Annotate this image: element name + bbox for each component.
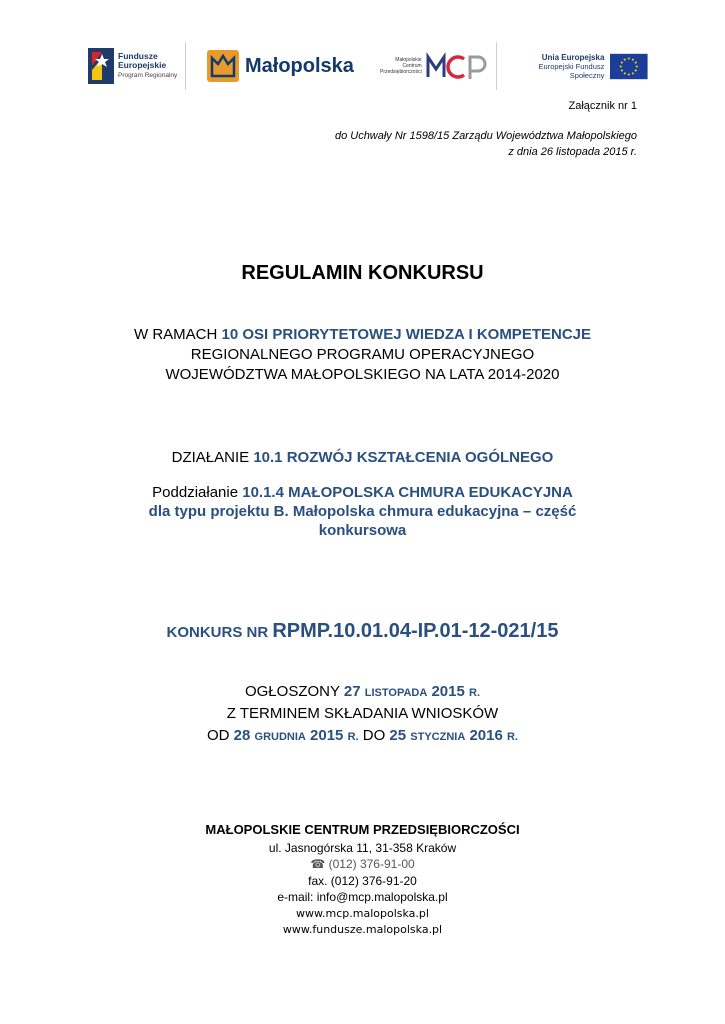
fe-star-icon [88, 48, 114, 84]
program-axis: 10 OSI PRIORYTETOWEJ WIEDZA I KOMPETENCJE [221, 326, 591, 343]
org-name: MAŁOPOLSKIE CENTRUM PRZEDSIĘBIORCZOŚCI [205, 822, 520, 837]
from-month: GRUDNIA [254, 731, 306, 743]
mcp-line1: Małopolskie [395, 57, 422, 63]
mcp-logo [380, 40, 488, 92]
page-title: REGULAMIN KONKURSU [241, 262, 484, 284]
contest-number-line [0, 620, 725, 643]
ue-line1: Unia Europejska [541, 52, 605, 62]
contest-prefix: KONKURS NR [166, 624, 273, 641]
org-website-fundusze[interactable]: www.fundusze.malopolska.pl [282, 923, 443, 936]
eu-flag-icon [610, 53, 648, 80]
org-phone: (012) 376-91-00 [328, 857, 415, 871]
malopolska-crest-icon [207, 50, 239, 82]
from-day: 28 [233, 727, 251, 744]
resolution-reference: do Uchwały Nr 1598/15 Zarządu Województwa Małopolskiego [334, 130, 637, 142]
to-label: DO [358, 727, 390, 744]
deadline-dates [0, 727, 725, 744]
mcp-line3: Przedsiębiorczości [380, 69, 422, 75]
unia-europejska-logo [508, 40, 648, 92]
malopolska-logo [207, 40, 354, 92]
subaction-name: 10.1.4 MAŁOPOLSKA CHMURA EDUKACYJNA [242, 484, 573, 501]
to-r: R. [507, 731, 518, 743]
resolution-date: z dnia 26 listopada 2015 r. [508, 146, 637, 158]
phone-icon: ☎ [310, 857, 326, 871]
announced-day: 27 [343, 683, 361, 700]
announced-r: R. [469, 687, 481, 699]
fundusze-europejskie-logo [88, 40, 177, 92]
subaction-line3: konkursowa [318, 522, 407, 539]
logo-divider [496, 42, 497, 90]
deadline-label: Z TERMINEM SKŁADANIA WNIOSKÓW [226, 705, 499, 722]
attachment-number: Załącznik nr 1 [568, 100, 637, 112]
from-year: 2015 [310, 727, 344, 744]
logo-divider [185, 42, 186, 90]
program-line1 [0, 326, 725, 343]
org-phone-line [0, 856, 725, 872]
announced-line [0, 683, 725, 700]
program-line2: REGIONALNEGO PROGRAMU OPERACYJNEGO [190, 346, 535, 363]
fe-line3: Program Regionalny [118, 71, 178, 79]
announced-label: OGŁOSZONY [244, 683, 344, 700]
announced-month: LISTOPADA [364, 687, 428, 699]
subaction-line1 [0, 484, 725, 501]
to-year: 2016 [469, 727, 503, 744]
fe-line2: Europejskie [118, 60, 167, 71]
org-address: ul. Jasnogórska 11, 31-358 Kraków [268, 841, 457, 855]
from-label: OD [206, 727, 234, 744]
org-email[interactable]: e-mail: info@mcp.malopolska.pl [277, 890, 448, 904]
contest-number: RPMP.10.01.04-IP.01-12-021/15 [272, 620, 559, 642]
subaction-prefix: Poddziałanie [152, 484, 243, 501]
logos-bar [88, 40, 648, 92]
malopolska-wordmark: Małopolska [245, 54, 354, 77]
program-line3: WOJEWÓDZTWA MAŁOPOLSKIEGO NA LATA 2014-2020 [165, 366, 560, 383]
to-day: 25 [389, 727, 407, 744]
org-fax: fax. (012) 376-91-20 [308, 874, 417, 888]
action-name: 10.1 ROZWÓJ KSZTAŁCENIA OGÓLNEGO [253, 449, 554, 466]
action-prefix: DZIAŁANIE [171, 449, 254, 466]
announced-year: 2015 [431, 683, 465, 700]
ue-line2: Europejski Fundusz Społeczny [538, 61, 605, 80]
fe-line1: Fundusze [118, 50, 158, 61]
mcp-line2: Centrum [402, 63, 422, 69]
mcp-mark-icon [426, 51, 488, 81]
subaction-line2: dla typu projektu B. Małopolska chmura edukacyjna – część [148, 503, 577, 520]
to-month: STYCZNIA [410, 731, 466, 743]
org-website-mcp[interactable]: www.mcp.malopolska.pl [296, 907, 429, 920]
from-r: R. [347, 731, 359, 743]
action-line [0, 449, 725, 466]
program-prefix: W RAMACH [134, 326, 222, 343]
